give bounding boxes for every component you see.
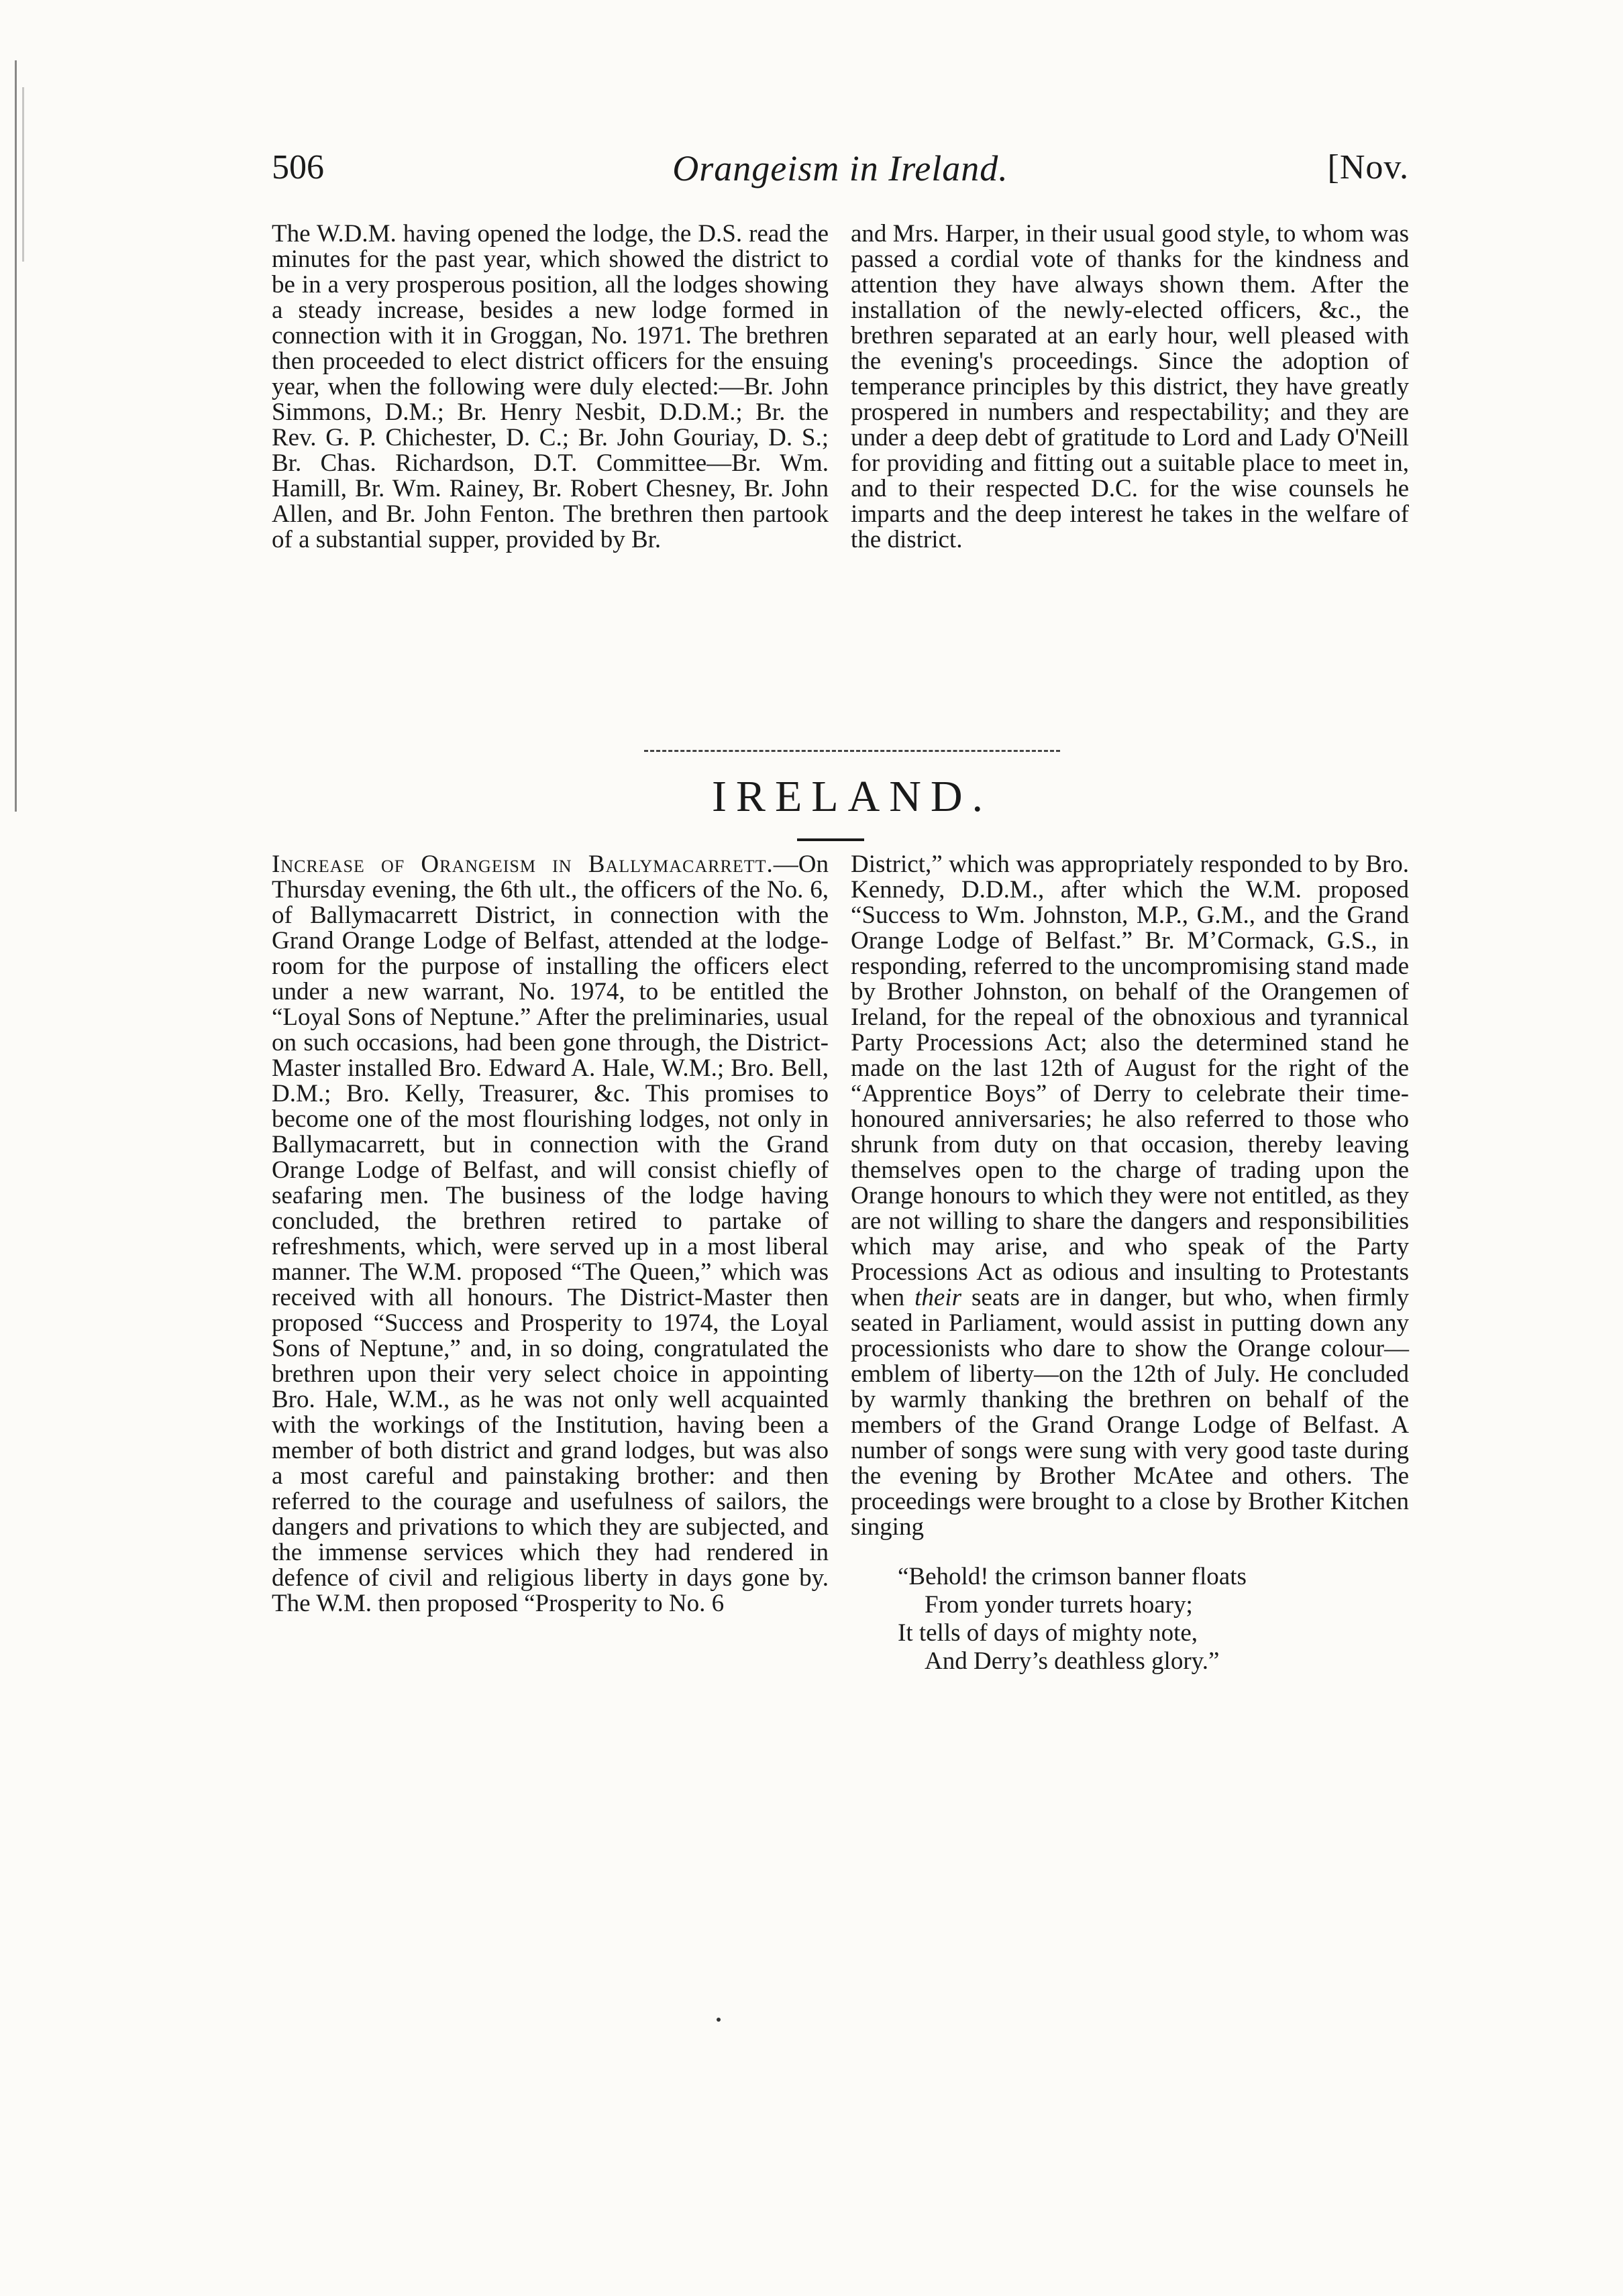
header-month: [Nov. — [1327, 148, 1409, 186]
scan-edge-shadow — [15, 60, 26, 812]
emphasized-word: their — [914, 1284, 962, 1311]
page-number: 506 — [272, 148, 324, 186]
verse-line: And Derry’s deathless glory.” — [925, 1647, 1220, 1675]
section-divider — [644, 750, 1060, 752]
top-right-column — [851, 221, 1409, 553]
verse-line: It tells of days of mighty note, — [898, 1619, 1198, 1647]
section-title: IRELAND. — [711, 772, 993, 821]
article-right-paragraph — [851, 852, 1409, 1540]
article-right-column — [851, 852, 1409, 1676]
title-underline — [797, 838, 864, 841]
article-left-paragraph — [272, 852, 829, 1617]
top-left-paragraph: The W.D.M. having opened the lodge, the D.S. read the minutes for the past year, which showed the district to be in a very prosperous position, all the lodges showing a steady increase, besides a new lodge formed in connection with it in Groggan, No. 1971. The brethren then proceeded to elect district officers for the ensuing year, when the following were duly elected:—Br. John Simmons, D.M.; Br. Henry Nesbit, D.D.M.; Br. the Rev. G. P. Chichester, D. C.; Br. John Gouriay, D. S.; Br. Chas. Richardson, D.T. Committee—Br. Wm. Hamill, Br. Wm. Rainey, Br. Robert Chesney, Br. John Allen, and Br. John Fenton. The brethren then partook of a substantial supper, provided by Br. — [272, 220, 829, 553]
print-speck — [717, 2018, 721, 2022]
verse-line: “Behold! the crimson banner floats — [898, 1563, 1247, 1590]
article-right-body-1: District,” which was appropriately responded to by Bro. Kennedy, D.D.M., after which the W.M. proposed “Success to Wm. Johnston, M.P., G.M., and the Grand Orange Lodge of Belfast.” Br. M’Cormack, G.S., in responding, referred to the uncompromising stand made by Brother Johnston, on behalf of the Orangemen of Ireland, for the repeal of the obnoxious and tyrannical Party Processions Act; also the determined stand he made on the last 12th of August for the right of the “Apprentice Boys” of Derry to celebrate their time-honoured anniversaries; he also referred to those who shrunk from duty on that occasion, thereby leaving themselves open to the charge of trading upon the Orange honours to which they were not entitled, as they are not willing to share the dangers and responsibilities which may arise, and who speak of the Party Processions Act as odious and insulting to Protestants when — [851, 851, 1409, 1311]
verse-line: From yonder turrets hoary; — [925, 1591, 1193, 1619]
verse-quote — [851, 1563, 1409, 1676]
article-left-column — [272, 852, 829, 1617]
article-left-body: —On Thursday evening, the 6th ult., the officers of the No. 6, of Ballymacarrett District, in connection with the Grand Orange Lodge of Belfast, attended at the lodge-room for the purpose of installing the officers elect under a new warrant, No. 1974, to be entitled the “Loyal Sons of Neptune.” After the preliminaries, usual on such occasions, had been gone through, the District-Master installed Bro. Edward A. Hale, W.M.; Bro. Bell, D.M.; Bro. Kelly, Treasurer, &c. This promises to become one of the most flourishing lodges, not only in Ballymacarrett, but in connection with the Grand Orange Lodge of Belfast, and will consist chiefly of seafaring men. The business of the lodge having concluded, the brethren retired to partake of refreshments, which, were served up in a most liberal manner. The W.M. proposed “The Queen,” which was received with all honours. The District-Master then proposed “Success and Prosperity to 1974, the Loyal Sons of Neptune,” and, in so doing, congratulated the brethren upon their very select choice in appointing Bro. Hale, W.M., as he was not only well acquainted with the workings of the Institution, having been a member of both district and grand lodges, but was also a most careful and painstaking brother: and then referred to the courage and usefulness of sailors, the dangers and privations to which they are subjected, and the immense services which they had rendered in defence of civil and religious liberty in days gone by. The W.M. then proposed “Prosperity to No. 6 — [272, 851, 829, 1617]
top-right-paragraph: and Mrs. Harper, in their usual good style, to whom was passed a cordial vote of thanks for the kindness and attention they have always shown them. After the installation of the newly-elected officers, &c., the brethren separated at an early hour, well pleased with the evening's proceedings. Since the adoption of temperance principles by this district, they have greatly prospered in numbers and respectability; and they are under a deep debt of gratitude to Lord and Lady O'Neill for providing and fitting out a suitable place to meet in, and to their respected D.C. for the wise counsels he imparts and the deep interest he takes in the welfare of the district. — [851, 220, 1409, 553]
running-title: Orangeism in Ireland. — [672, 148, 1008, 188]
article-right-body-2: seats are in danger, but who, when firmly seated in Parliament, would assist in putting down any processionists who dare to show the Orange colour—emblem of liberty—on the 12th of July. He concluded by warmly thanking the brethren on behalf of the members of the Grand Orange Lodge of Belfast. A number of songs were sung with very good taste during the evening by Brother McAtee and others. The proceedings were brought to a close by Brother Kitchen singing — [851, 1284, 1410, 1541]
top-left-column — [272, 221, 829, 553]
page-header — [272, 148, 1409, 195]
article-heading: Increase of Orangeism in Ballymacarrett. — [272, 851, 774, 878]
